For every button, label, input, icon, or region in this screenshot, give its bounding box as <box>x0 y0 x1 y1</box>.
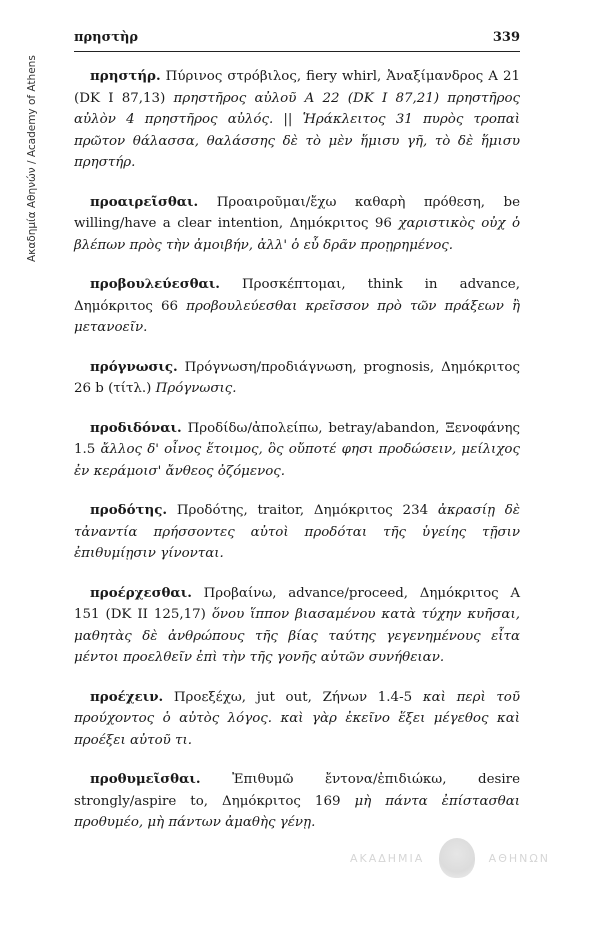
definition: Προαιροῦμαι/ἔχω καθαρὴ πρόθεση, be willing/have a clear intention, Δημόκριτος 96 <box>74 194 520 231</box>
entry-prodotes <box>74 500 520 565</box>
definition: Ἐπιθυμῶ ἔντονα/ἐπιδιώκω, desire strongly/aspire to, Δημόκριτος 169 <box>74 772 520 809</box>
page-number: 339 <box>492 30 520 45</box>
definition: Προδότης, traitor, Δημόκριτος 234 <box>176 503 429 518</box>
bottom-watermark <box>350 838 550 878</box>
definition: Προσκέπτομαι, think in advance, Δημόκριτος 66 <box>74 277 520 314</box>
side-watermark: Ακαδημία Αθηνών / Academy of Athens <box>26 55 38 263</box>
citation: Πρόγνωσις. <box>155 381 237 396</box>
definition: Πρόγνωση/προδιάγνωση, prognosis, Δημόκριτος 26 b (τίτλ.) <box>74 359 520 396</box>
entry-prognosis <box>74 357 520 400</box>
entry-prothymeisthai <box>74 769 520 834</box>
lemma: πρηστήρ. <box>90 68 161 84</box>
lemma: προέρχεσθαι. <box>90 584 192 601</box>
citation: χαριστικὸς οὐχ ὁ βλέπων πρὸς τὴν ἀμοιβήν, ἀλλ' ὁ εὖ δρᾶν προῃρημένος. <box>74 216 521 253</box>
entry-prester <box>74 66 520 174</box>
lemma: προβουλεύεσθαι. <box>90 276 220 292</box>
lemma: προέχειν. <box>90 688 164 705</box>
entry-proechein <box>74 687 520 752</box>
definition: Πύρινος στρόβιλος, fiery whirl, Ἀναξίμανδρος Α 21 (DK I 87,13) <box>74 69 520 106</box>
entry-proaireisthai <box>74 192 520 257</box>
citation: προβουλεύεσθαι κρεῖσσον πρὸ τῶν πράξεων ἢ μετανοεῖν. <box>74 298 520 335</box>
entry-probouleuesthai <box>74 274 520 339</box>
definition: Προβαίνω, advance/proceed, Δημόκριτος Α 151 (DK II 125,17) <box>74 585 520 622</box>
watermark-text-right: ΑΘΗΝΩΝ <box>488 851 550 865</box>
running-head <box>74 30 520 45</box>
citation: μὴ πάντα ἐπίστασθαι προθυμέο, μὴ πάντων ἀμαθὴς γένῃ. <box>74 793 521 830</box>
lemma: προδιδόναι. <box>90 419 182 436</box>
definition: Προδίδω/ἀπολείπω, betray/abandon, Ξενοφάνης 1.5 <box>74 420 520 457</box>
lemma: προδότης. <box>90 502 168 518</box>
entry-proerchesthai <box>74 583 520 669</box>
entry-prodidonai <box>74 418 520 483</box>
definition: Προεξέχω, jut out, Ζήνων 1.4-5 <box>173 689 413 705</box>
citation: ὅνου ἵππον βιασαμένου κατὰ τύχην κυῆσαι, μαθητὰς δὲ ἀνθρώπους τῆς βίας ταύτης γεγενημένους εἶτα μέντοι προελθεῖν ἐπὶ τὴν τῆς γονῆς αὐτῶν συνήθειαν. <box>74 607 520 665</box>
running-head-title: πρηστὴρ <box>74 30 139 45</box>
lemma: προθυμεῖσθαι. <box>90 771 201 787</box>
entry-list <box>74 66 520 852</box>
citation: πρηστῆρος αὐλοῦ Α 22 (DK I 87,21) πρηστῆρος αὐλὸν 4 πρηστῆρος αὐλός. || Ἡράκλειτος 31 πυρὸς τροπαὶ πρῶτον θάλασσα, θαλάσσης δὲ τὸ μὲν ἥμισυ γῆ, τὸ δὲ ἥμισυ πρηστήρ. <box>74 90 521 170</box>
athena-emblem-icon <box>439 838 475 878</box>
header-rule <box>74 51 520 52</box>
citation: καὶ περὶ τοῦ προύχοντος ὁ αὐτὸς λόγος. καὶ γὰρ ἐκεῖνο ἕξει μέγεθος καὶ προέξει αὐτοῦ τι. <box>74 689 521 748</box>
watermark-text-left: ΑΚΑΔΗΜΙΑ <box>350 851 425 865</box>
citation: ἀκρασίῃ δὲ τἀναντία πρήσσοντες αὐτοὶ προδόται τῆς ὑγείης τῇσιν ἐπιθυμίῃσιν γίνονται. <box>74 503 520 561</box>
lemma: προαιρεῖσθαι. <box>90 193 199 210</box>
lemma: πρόγνωσις. <box>90 358 178 375</box>
citation: ἄλλος δ' οἶνος ἕτοιμος, ὃς οὔποτέ φησι προδώσειν, μείλιχος ἐν κεράμοισ' ἄνθεος ὀζόμενος. <box>74 442 520 479</box>
